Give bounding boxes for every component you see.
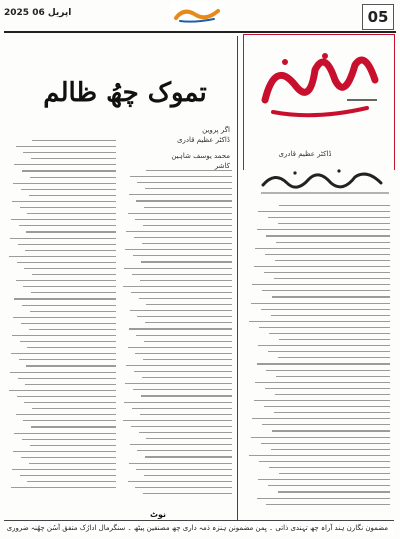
text-line — [252, 418, 390, 419]
text-line — [21, 323, 116, 324]
text-line — [278, 491, 390, 492]
text-line — [20, 207, 116, 208]
text-line — [278, 357, 390, 358]
text-line — [257, 498, 390, 499]
text-line — [268, 485, 390, 486]
text-line — [10, 238, 116, 239]
text-line — [12, 335, 116, 336]
text-line — [265, 388, 390, 389]
text-line — [12, 201, 116, 202]
text-line — [252, 284, 390, 285]
text-line — [137, 450, 232, 451]
text-line — [30, 177, 116, 178]
sangarmal-masthead-logo — [255, 40, 385, 125]
text-line — [268, 217, 390, 218]
author-line: کاشر — [214, 162, 230, 170]
text-line — [125, 249, 232, 250]
text-line — [274, 412, 390, 413]
text-line — [251, 437, 390, 438]
text-line — [27, 481, 116, 482]
text-line — [274, 278, 390, 279]
author-line: اگر پروین — [202, 126, 230, 134]
issue-date: 2025 اپریل 06 — [4, 8, 72, 18]
text-line — [145, 456, 232, 457]
text-line — [269, 333, 390, 334]
text-line — [146, 304, 232, 305]
text-line — [20, 341, 116, 342]
text-line — [124, 268, 232, 269]
text-line — [143, 359, 232, 360]
text-line — [139, 298, 233, 299]
text-line — [19, 225, 116, 226]
text-line — [276, 376, 390, 377]
text-line — [14, 164, 116, 165]
text-line — [13, 451, 116, 452]
text-line — [30, 445, 116, 446]
text-line — [14, 298, 116, 299]
text-line — [123, 286, 232, 287]
feature-title-calligraphy — [255, 165, 395, 197]
text-line — [129, 463, 232, 464]
text-line — [269, 467, 390, 468]
note-label: نوٹ — [150, 510, 167, 519]
text-line — [141, 261, 232, 262]
text-line — [137, 316, 232, 317]
text-line — [135, 219, 232, 220]
text-line — [16, 414, 116, 415]
text-line — [19, 359, 116, 360]
text-line — [9, 256, 116, 257]
text-line — [128, 213, 233, 214]
text-line — [32, 274, 116, 275]
text-line — [11, 487, 116, 488]
text-line — [25, 250, 116, 251]
text-line — [140, 414, 232, 415]
text-line — [135, 487, 232, 488]
text-line — [264, 406, 390, 407]
text-line — [23, 152, 116, 153]
text-line — [279, 473, 390, 474]
text-line — [14, 433, 116, 434]
text-line — [251, 303, 390, 304]
text-line — [129, 194, 232, 195]
text-line — [143, 225, 232, 226]
text-line — [261, 443, 390, 444]
text-line — [259, 461, 390, 462]
newspaper-logo — [170, 3, 224, 25]
text-line — [30, 311, 116, 312]
text-line — [254, 400, 390, 401]
text-line — [145, 322, 232, 323]
text-line — [264, 272, 390, 273]
text-line — [133, 255, 232, 256]
text-line — [22, 305, 116, 306]
text-line — [11, 219, 116, 220]
text-line — [266, 370, 390, 371]
text-line — [26, 231, 116, 232]
text-line — [130, 176, 232, 177]
text-line — [258, 479, 390, 480]
text-line — [24, 402, 116, 403]
text-line — [29, 195, 116, 196]
text-line — [31, 292, 116, 293]
text-line — [258, 211, 390, 212]
text-line — [146, 170, 232, 171]
text-line — [18, 244, 116, 245]
header-divider — [4, 31, 396, 33]
text-line — [25, 384, 116, 385]
text-line — [143, 493, 232, 494]
text-line — [146, 438, 232, 439]
text-line — [10, 372, 116, 373]
text-line — [257, 363, 390, 364]
text-line — [262, 424, 390, 425]
text-line — [133, 389, 232, 390]
byline: ڈاکٹر عظیم قادری — [278, 150, 332, 158]
text-line — [279, 205, 390, 206]
page-number: 05 — [362, 4, 394, 30]
text-line — [144, 207, 232, 208]
text-line — [276, 242, 390, 243]
text-line — [29, 463, 116, 464]
text-line — [12, 469, 116, 470]
text-line — [128, 481, 233, 482]
text-line — [140, 280, 232, 281]
text-line — [20, 475, 116, 476]
text-line — [275, 394, 390, 395]
text-line — [16, 146, 116, 147]
text-line — [131, 426, 232, 427]
middle-column-body-text — [122, 170, 232, 499]
text-line — [266, 504, 390, 505]
text-line — [137, 182, 232, 183]
text-line — [136, 200, 232, 201]
text-line — [126, 365, 232, 366]
text-line — [135, 353, 232, 354]
column-divider — [237, 36, 238, 521]
text-line — [17, 396, 116, 397]
text-line — [130, 444, 232, 445]
text-line — [268, 351, 390, 352]
text-line — [124, 402, 232, 403]
author-line: محمد یوسف شاہین — [171, 152, 230, 160]
text-line — [136, 335, 232, 336]
text-line — [262, 290, 390, 291]
text-line — [125, 383, 232, 384]
text-line — [271, 315, 390, 316]
text-line — [22, 170, 116, 171]
text-line — [31, 158, 116, 159]
text-line — [257, 229, 390, 230]
text-line — [31, 426, 116, 427]
text-line — [272, 296, 390, 297]
text-line — [249, 321, 390, 322]
text-line — [266, 235, 390, 236]
text-line — [259, 327, 390, 328]
text-line — [144, 341, 232, 342]
text-line — [255, 248, 390, 249]
text-line — [17, 262, 116, 263]
text-line — [278, 223, 390, 224]
text-line — [18, 378, 116, 379]
text-line — [16, 280, 116, 281]
text-line — [131, 292, 232, 293]
text-line — [130, 310, 232, 311]
text-line — [141, 395, 232, 396]
text-line — [123, 420, 232, 421]
text-line — [27, 213, 116, 214]
author-block — [130, 125, 230, 171]
text-line — [261, 309, 390, 310]
text-line — [249, 455, 390, 456]
text-line — [271, 449, 390, 450]
text-line — [132, 274, 232, 275]
text-line — [265, 254, 390, 255]
left-column-body-text — [8, 140, 116, 493]
text-line — [142, 377, 232, 378]
text-line — [258, 345, 390, 346]
text-line — [129, 328, 232, 329]
text-line — [134, 237, 232, 238]
text-line — [22, 439, 116, 440]
footer-note: مضمون نگارن ہند آراہ چھ تہندی ذاتی ۔ یِمن مضمونن ہنزہ ذمہ داری چھ مصنفین پیٹھ ۔ سنگرمال ادارُک متفق آسُن چھُنہ ضروری — [4, 520, 394, 534]
text-line — [26, 365, 116, 366]
text-line — [9, 390, 116, 391]
text-line — [32, 408, 116, 409]
article-title: تموک چھُ ظالم — [43, 78, 207, 108]
text-line — [128, 347, 233, 348]
text-line — [145, 188, 232, 189]
right-column-body-text — [248, 205, 390, 510]
text-line — [132, 408, 232, 409]
text-line — [13, 317, 116, 318]
text-line — [139, 432, 233, 433]
text-line — [142, 243, 232, 244]
text-line — [275, 260, 390, 261]
text-line — [144, 475, 232, 476]
text-line — [255, 382, 390, 383]
text-line — [23, 286, 116, 287]
text-line — [24, 268, 116, 269]
text-line — [23, 420, 116, 421]
text-line — [126, 231, 232, 232]
text-line — [21, 457, 116, 458]
text-line — [254, 266, 390, 267]
text-line — [13, 183, 116, 184]
text-line — [27, 347, 116, 348]
author-line: ڈاکٹر عظیم قادری — [177, 136, 230, 144]
text-line — [21, 189, 116, 190]
text-line — [32, 140, 116, 141]
text-line — [11, 353, 116, 354]
text-line — [279, 339, 390, 340]
text-line — [272, 430, 390, 431]
text-line — [29, 329, 116, 330]
text-line — [134, 371, 232, 372]
text-line — [136, 469, 232, 470]
